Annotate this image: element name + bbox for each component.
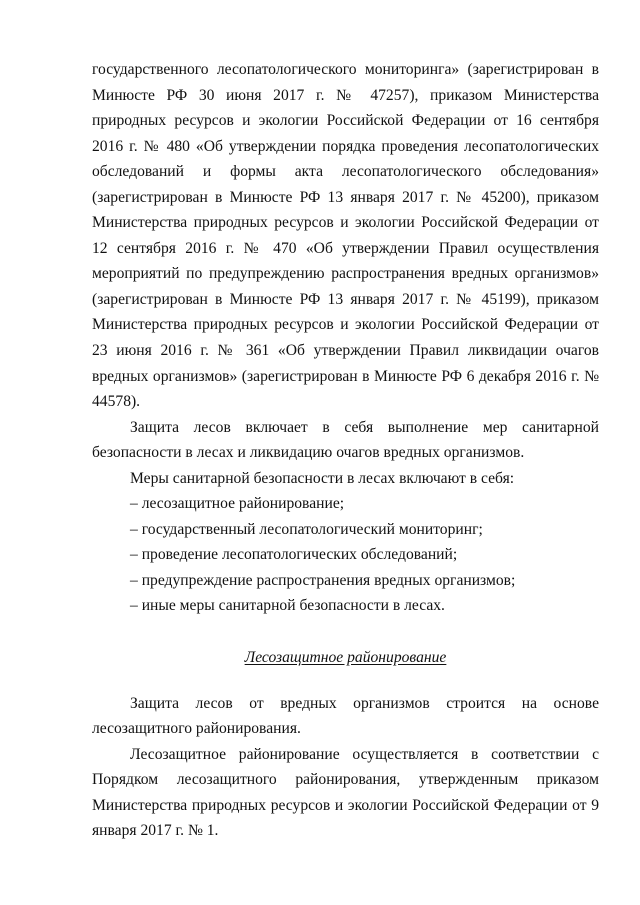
list-item: – государственный лесопатологический мониторинг; — [130, 520, 483, 538]
list-item: – иные меры санитарной безопасности в лесах. — [130, 597, 445, 615]
measures-list — [92, 491, 599, 619]
paragraph-zoning-basis: Защита лесов от вредных организмов строится на основе лесозащитного районирования. — [92, 694, 599, 738]
paragraph-legal-references: государственного лесопатологического мониторинга» (зарегистрирован в Минюсте РФ 30 июня 2017 г. № 47257), приказом Министерства природных ресурсов и экологии Российской Федерации от 16 сентября 2016 г. № 480 «Об утверждении порядка проведения лесопатологических обследований и формы акта лесопатологического обследования» (зарегистрирован в Минюсте РФ 13 января 2017 г. № 45200), приказом Министерства природных ресурсов и экологии Российской Федерации от 12 сентября 2016 г. № 470 «Об утверждении Правил осуществления мероприятий по предупреждению распространения вредных организмов» (зарегистрирован в Минюсте РФ 13 января 2017 г. № 45199), приказом Министерства природных ресурсов и экологии Российской Федерации от 23 июня 2016 г. № 361 «Об утверждении Правил ликвидации очагов вредных организмов» (зарегистрирован в Минюсте РФ 6 декабря 2016 г. № 44578). — [92, 61, 599, 411]
list-intro: Меры санитарной безопасности в лесах включают в себя: — [130, 469, 515, 487]
section-heading: Лесозащитное районирование — [244, 649, 447, 667]
list-item: – предупреждение распространения вредных организмов; — [130, 571, 516, 589]
document-page — [92, 57, 599, 844]
paragraph-forest-protection: Защита лесов включает в себя выполнение мер санитарной безопасности в лесах и ликвидацию очагов вредных организмов. — [92, 418, 599, 462]
paragraph-zoning-procedure: Лесозащитное районирование осуществляется в соответствии с Порядком лесозащитного районирования, утвержденным приказом Министерства природных ресурсов и экологии Российской Федерации от 9 января 2017 г. № 1. — [92, 745, 599, 840]
section-heading-wrapper — [92, 645, 599, 671]
list-item: – лесозащитное районирование; — [130, 495, 345, 513]
list-item: – проведение лесопатологических обследований; — [130, 546, 458, 564]
